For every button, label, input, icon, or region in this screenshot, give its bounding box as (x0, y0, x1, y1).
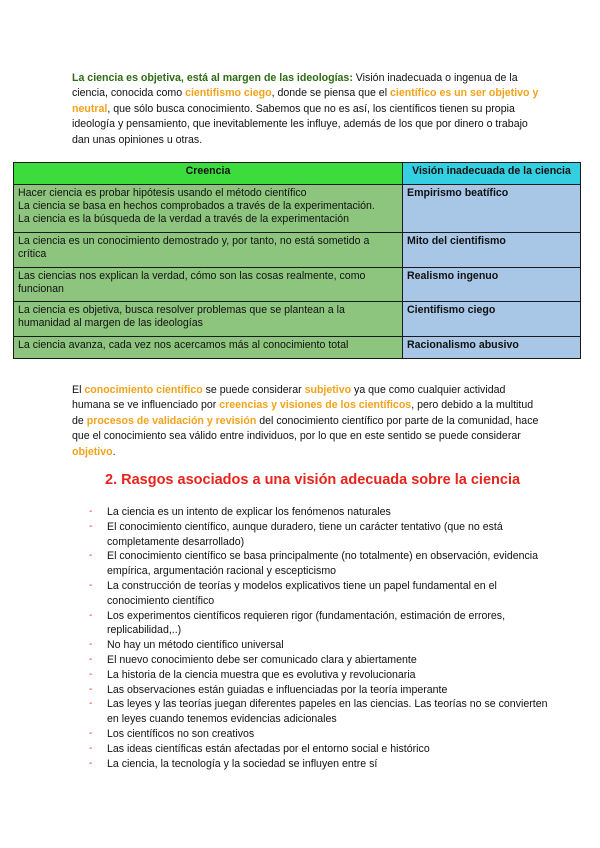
table-header-row (14, 163, 581, 185)
bullet-dash: - (89, 698, 93, 710)
table-row (14, 337, 581, 359)
list-item-text: La historia de la ciencia muestra que es evolutiva y revolucionaria (107, 668, 416, 681)
belief-column-header: Creencia (14, 163, 403, 185)
intro-text: Visión inadecuada o ingenua de la ciencia, conocida como (72, 72, 518, 100)
list-item (89, 505, 549, 520)
para-text: se puede considerar (202, 384, 305, 396)
list-item (89, 609, 549, 639)
belief-line: La ciencia avanza, cada vez nos acercamos más al conocimiento total (18, 339, 349, 351)
belief-line: Hacer ciencia es probar hipótesis usando el método científico (18, 187, 307, 199)
para-text: . (112, 445, 116, 458)
view-cell: Racionalismo abusivo (403, 337, 581, 359)
belief-cell (14, 302, 403, 337)
list-item (89, 727, 549, 742)
list-item-text: El conocimiento científico, aunque duradero, tiene un carácter tentativo (que no está completamente desarrollado) (107, 520, 503, 548)
para-text: del conocimiento científico por parte de la comunidad, hace que el conocimiento sea válido entre individuos, por lo que en este sentido se puede considerar (72, 414, 539, 443)
intro-text: , donde se piensa que el (271, 87, 390, 100)
list-item (89, 520, 549, 550)
bullet-dash: - (89, 579, 93, 591)
view-column-header: Visión inadecuada de la ciencia (403, 163, 581, 185)
table-row (14, 302, 581, 337)
list-item (89, 668, 549, 683)
bullet-dash: - (89, 639, 93, 651)
belief-line: La ciencia es un conocimiento demostrado y, por tanto, no está sometido a crítica (18, 235, 370, 260)
section-title: 2. Rasgos asociados a una visión adecuada sobre la ciencia (105, 472, 521, 488)
para-text: ya que como cualquier actividad humana se ve influenciado por (72, 384, 506, 412)
intro-text: , que sólo busca conocimiento. Sabemos que no es así, los científicos tienen su propia ideología y pensamiento, que inevitablemente les influye, además de los que por dinero o trabajo dan unas opiniones u otras. (72, 102, 528, 146)
list-item (89, 638, 549, 653)
list-item-text: La construcción de teorías y modelos explicativos tiene un papel fundamental en el conocimiento científico (107, 579, 497, 607)
highlight-term: procesos de validación y revisión (86, 414, 257, 427)
list-item-text: Las leyes y las teorías juegan diferentes papeles en las ciencias. Las teorías no se convierten en leyes cuando tenemos evidencias adicionales (107, 698, 548, 726)
view-cell: Mito del cientifismo (403, 233, 581, 268)
belief-line: Las ciencias nos explican la verdad, cómo son las cosas realmente, como funcionan (18, 270, 366, 295)
list-item-text: Las observaciones están guiadas e influenciadas por la teoría imperante (107, 683, 448, 696)
bullet-dash: - (89, 727, 93, 739)
intro-heading: La ciencia es objetiva, está al margen de las ideologías: (72, 72, 353, 84)
para-text: , pero debido a la multitud de (72, 399, 534, 427)
table-row (14, 185, 581, 233)
view-cell: Empirismo beatífico (403, 185, 581, 233)
highlight-term: conocimiento científico (84, 384, 203, 396)
list-item (89, 549, 549, 579)
bullet-dash: - (89, 506, 93, 517)
list-item-text: La ciencia, la tecnología y la sociedad se influyen entre sí (107, 757, 378, 770)
para-text: El (72, 384, 85, 396)
beliefs-table (13, 162, 581, 359)
list-item-text: La ciencia es un intento de explicar los fenómenos naturales (107, 506, 391, 518)
highlight-term: subjetivo (304, 384, 352, 396)
list-item-text: No hay un método científico universal (107, 639, 284, 652)
belief-cell (14, 185, 403, 233)
highlight-term: creencias y visiones de los científicos (219, 399, 412, 412)
list-item-text: El nuevo conocimiento debe ser comunicado clara y abiertamente (107, 653, 417, 666)
highlight-term: cientifismo ciego (185, 87, 272, 100)
list-item (89, 683, 549, 698)
list-item (89, 742, 549, 757)
list-item (89, 697, 549, 727)
knowledge-paragraph (72, 383, 542, 460)
highlight-term: científico es un ser objetivo y neutral (72, 87, 539, 115)
list-item (89, 653, 549, 668)
bullet-dash: - (89, 668, 93, 680)
list-item-text: Los científicos no son creativos (107, 727, 255, 740)
intro-paragraph (72, 71, 542, 148)
bullet-dash: - (89, 683, 93, 695)
list-item (89, 579, 549, 609)
highlight-term: objetivo (72, 445, 113, 458)
belief-line: La ciencia se basa en hechos comprobados a través de la experimentación. (18, 200, 375, 212)
bullet-dash: - (89, 653, 93, 665)
bullet-dash: - (89, 757, 93, 769)
belief-cell (14, 337, 403, 359)
belief-cell (14, 268, 403, 302)
bullet-dash: - (89, 609, 93, 621)
belief-cell (14, 233, 403, 268)
table-row (14, 233, 581, 268)
bullet-dash: - (89, 742, 93, 754)
list-item-text: Las ideas científicas están afectadas por el entorno social e histórico (107, 742, 430, 755)
list-item (89, 757, 549, 772)
view-cell: Realismo ingenuo (403, 268, 581, 302)
belief-line: La ciencia es objetiva, busca resolver problemas que se plantean a la humanidad al margen de las ideologías (18, 304, 345, 329)
list-item-text: Los experimentos científicos requieren rigor (fundamentación, estimación de errores, replicabilidad,..) (107, 609, 506, 637)
bullet-dash: - (89, 520, 93, 532)
list-item-text: El conocimiento científico se basa principalmente (no totalmente) en observación, evidencia empírica, argumentación racional y escepticismo (107, 550, 539, 578)
bullet-dash: - (89, 550, 93, 562)
table-row (14, 268, 581, 302)
traits-list (89, 505, 549, 771)
belief-line: La ciencia es la búsqueda de la verdad a través de la experimentación (18, 213, 349, 225)
view-cell: Cientifismo ciego (403, 302, 581, 337)
